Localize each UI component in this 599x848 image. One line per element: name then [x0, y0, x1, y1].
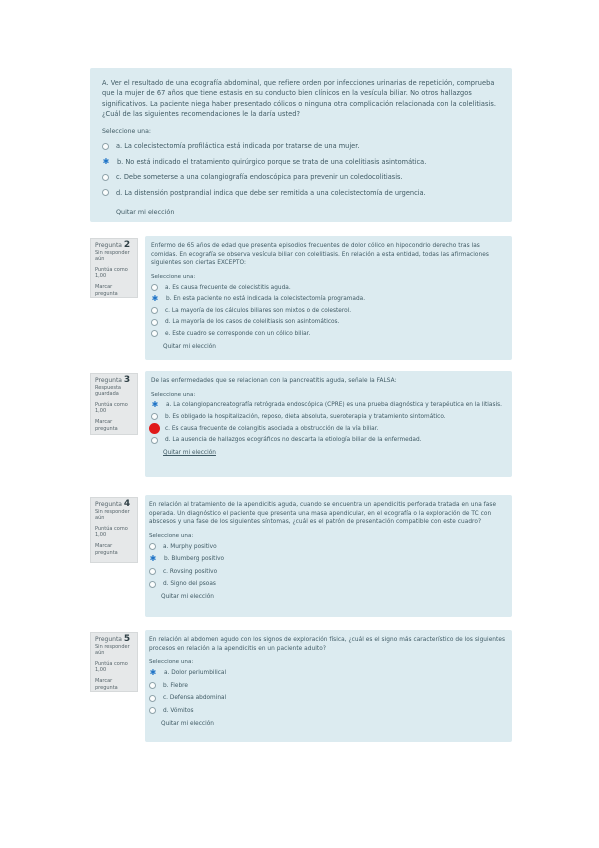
radio-icon[interactable]	[149, 581, 156, 588]
question-status: Sin responder aún	[95, 508, 130, 522]
question-5-select-label: Seleccione una:	[149, 659, 194, 666]
question-5-info: Pregunta 5 Sin responder aún Puntúa como 1,00 Marcar pregunta	[90, 632, 138, 692]
question-2-option-e[interactable]: e. Este cuadro se corresponde con un cólico biliar.	[151, 328, 506, 340]
radio-checked-icon[interactable]: ✱	[151, 294, 159, 304]
radio-icon[interactable]	[102, 189, 109, 196]
radio-icon[interactable]	[151, 413, 158, 420]
question-4-info: Pregunta 4 Sin responder aún Puntúa como 1,00 Marcar pregunta	[90, 497, 138, 563]
radio-icon[interactable]	[102, 174, 109, 181]
question-status: Respuesta guardada	[95, 384, 121, 398]
question-4-card	[145, 495, 512, 617]
flag-question-link[interactable]: Marcar pregunta	[95, 542, 118, 556]
question-3-option-c[interactable]: c. Es causa frecuente de colangitis asociada a obstrucción de la vía biliar.	[151, 423, 506, 435]
radio-checked-icon[interactable]: ✱	[149, 554, 157, 564]
question-4-clear-choice[interactable]: Quitar mi elección	[161, 594, 214, 601]
question-2-option-b[interactable]: ✱ b. En esta paciente no está indicada la colecistectomía programada.	[151, 294, 366, 304]
question-3-card	[145, 371, 512, 477]
radio-icon[interactable]	[149, 682, 156, 689]
question-1-select-label: Seleccione una:	[102, 127, 151, 135]
question-2-option-c[interactable]: c. La mayoría de los cálculos biliares son mixtos o de colesterol.	[151, 305, 506, 317]
question-4-option-d[interactable]: d. Signo del psoas	[149, 578, 508, 590]
question-1-option-b[interactable]: ✱ b. No está indicado el tratamiento quirúrgico porque se trata de una colelitiasis asintomática.	[102, 156, 427, 166]
question-5-card	[145, 630, 512, 742]
question-score: Puntúa como 1,00	[95, 401, 128, 415]
question-4-option-c[interactable]: c. Rovsing positivo	[149, 566, 508, 578]
question-3-option-a[interactable]: ✱ a. La colangiopancreatografía retrógrada endoscópica (CPRE) es una prueba diagnóstica y terapéutica en la litiasis.	[151, 400, 502, 410]
question-5-clear-choice[interactable]: Quitar mi elección	[161, 720, 214, 727]
question-3-option-b[interactable]: b. Es obligado la hospitalización, reposo, dieta absoluta, sueroterapia y tratamiento sintomático.	[151, 411, 506, 423]
radio-checked-icon[interactable]: ✱	[151, 400, 159, 410]
radio-checked-icon[interactable]: ✱	[149, 668, 157, 678]
question-2-text: Enfermo de 65 años de edad que presenta episodios frecuentes de dolor cólico en hipocondrio derecho tras las comidas. En ecografía se observa vesícula biliar con colelitiasis. En relación a esta entidad, todas las afirmaciones siguientes son ciertas EXCEPTO:	[151, 243, 489, 267]
question-3-select-label: Seleccione una:	[151, 391, 196, 398]
question-1-option-d[interactable]: d. La distensión postprandial indica que debe ser remitida a una colecistectomía de urgencia.	[102, 185, 500, 201]
question-1-option-c[interactable]: c. Debe someterse a una colangiografía endoscópica para prevenir un coledocolitiasis.	[102, 170, 500, 186]
question-score: Puntúa como 1,00	[95, 266, 128, 280]
question-3-info: Pregunta 3 Respuesta guardada Puntúa como 1,00 Marcar pregunta	[90, 373, 138, 435]
question-4-select-label: Seleccione una:	[149, 532, 194, 539]
radio-icon[interactable]	[151, 307, 158, 314]
red-marker-icon[interactable]	[149, 423, 160, 434]
radio-checked-icon[interactable]: ✱	[102, 156, 110, 166]
radio-icon[interactable]	[151, 330, 158, 337]
question-5-option-b[interactable]: b. Fiebre	[149, 680, 508, 692]
question-1-option-a[interactable]: a. La colecistectomía profiláctica está indicada por tratarse de una mujer.	[102, 139, 500, 155]
question-5-option-a[interactable]: ✱ a. Dolor periumbilical	[149, 668, 227, 678]
question-1-clear-choice[interactable]: Quitar mi elección	[116, 207, 175, 216]
radio-icon[interactable]	[149, 695, 156, 702]
question-2-info: Pregunta 2 Sin responder aún Puntúa como 1,00 Marcar pregunta	[90, 238, 138, 298]
question-2-option-d[interactable]: d. La mayoría de los casos de colelitiasis son asintomáticos.	[151, 317, 506, 329]
question-3-option-d[interactable]: d. La ausencia de hallazgos ecográficos no descarta la etiología biliar de la enfermedad.	[151, 434, 506, 446]
question-2-select-label: Seleccione una:	[151, 273, 196, 280]
question-5-option-d[interactable]: d. Vómitos	[149, 704, 508, 716]
question-4-option-a[interactable]: a. Murphy positivo	[149, 541, 508, 553]
flag-question-link[interactable]: Marcar pregunta	[95, 677, 118, 691]
radio-icon[interactable]	[149, 707, 156, 714]
question-4-option-b[interactable]: ✱ b. Blumberg positivo	[149, 554, 225, 564]
question-1-text: A. Ver el resultado de una ecografía abdominal, que refiere orden por infecciones urinarias de repetición, comprueba que la mujer de 67 años que tiene estasis en su conducto bien clínicos en la vesícula biliar. No otros hallazgos significativos. La paciente niega haber presentado cólicos o ninguna otra complicación relacionada con la colelitiasis. ¿Cuál de las siguientes recomendaciones le la daría usted?	[102, 79, 497, 119]
question-2-clear-choice[interactable]: Quitar mi elección	[163, 343, 216, 350]
question-3-text: De las enfermedades que se relacionan con la pancreatitis aguda, señale la FALSA:	[151, 378, 397, 384]
radio-icon[interactable]	[149, 568, 156, 575]
question-5-text: En relación al abdomen agudo con los signos de exploración física, ¿cuál es el signo más característico de los siguientes procesos en relación a la apendicitis en un paciente adulto?	[149, 637, 506, 652]
question-4-text: En relación al tratamiento de la apendicitis aguda, cuando se encuentra un apendicitis perforada tratada en una fase operada. Un diagnóstico el paciente que presenta una masa apendicular, en el ecografía o la exploración de TC con abscesos y una fase de los siguientes síntomas, ¿cuál es el patrón de presentación compatible con este cuadro?	[149, 502, 497, 526]
question-score: Puntúa como 1,00	[95, 660, 128, 674]
radio-icon[interactable]	[102, 143, 109, 150]
radio-icon[interactable]	[151, 284, 158, 291]
radio-icon[interactable]	[151, 437, 158, 444]
radio-icon[interactable]	[149, 543, 156, 550]
flag-question-link[interactable]: Marcar pregunta	[95, 418, 118, 432]
question-status: Sin responder aún	[95, 249, 130, 263]
question-2-option-a[interactable]: a. Es causa frecuente de colecistitis aguda.	[151, 282, 506, 294]
question-2-card	[145, 236, 512, 360]
radio-icon[interactable]	[151, 319, 158, 326]
question-3-clear-choice[interactable]: Quitar mi elección	[163, 449, 216, 456]
question-score: Puntúa como 1,00	[95, 525, 128, 539]
question-1-card	[90, 68, 512, 222]
flag-question-link[interactable]: Marcar pregunta	[95, 283, 118, 297]
question-5-option-c[interactable]: c. Defensa abdominal	[149, 692, 508, 704]
question-status: Sin responder aún	[95, 643, 130, 657]
